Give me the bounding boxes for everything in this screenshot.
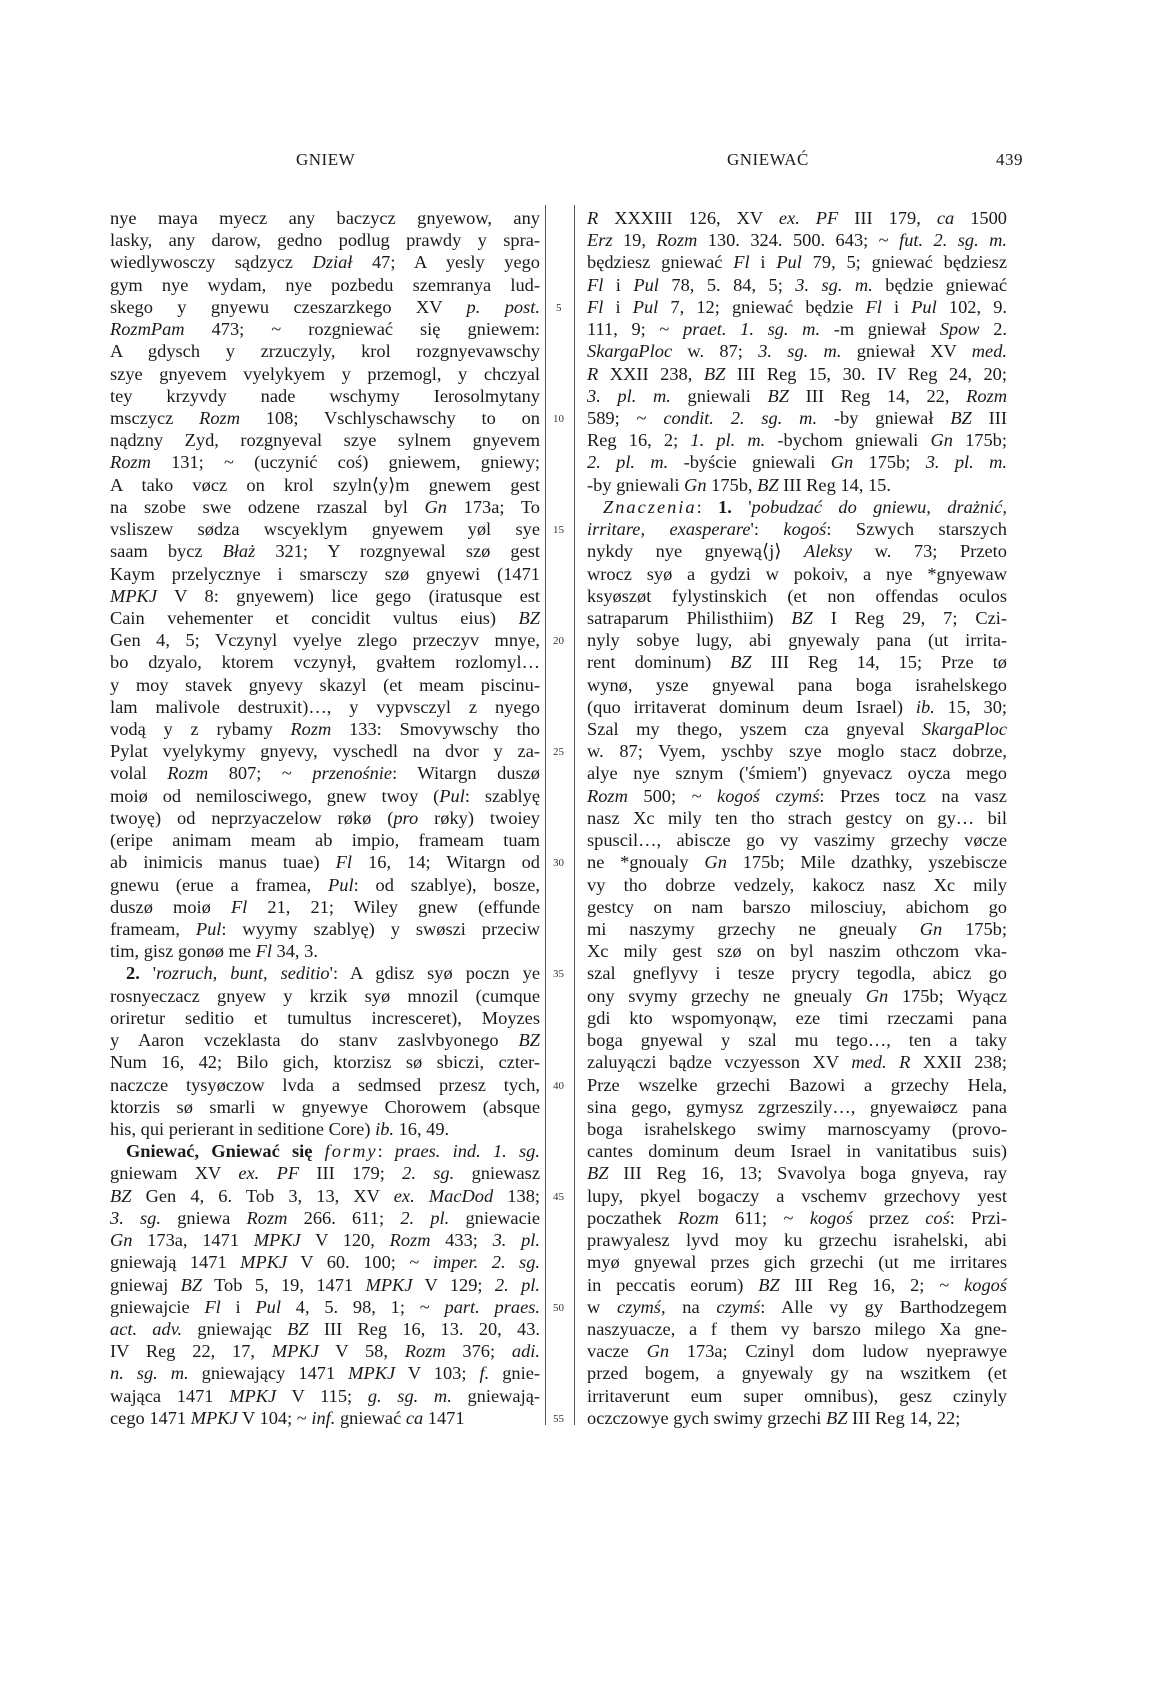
left-column-line: Gniewać, Gniewać się formy: praes. ind. 1. sg. [126, 1141, 540, 1162]
right-column-line: Xc mily gest szø on byl naszim othczom vka- [587, 941, 1007, 962]
right-column-line: zaluyączi bądze vczyesson XV med. R XXII 238; [587, 1052, 1007, 1073]
right-column-line: irritaverunt eum super omnibus), gesz czinyly [587, 1385, 1007, 1406]
left-column-line: RozmPam 473; ~ rozgniewać się gniewem: [110, 319, 540, 340]
right-column-line: lupy, pkyel bogaczy a vschemv grzechovy yest [587, 1185, 1007, 1206]
right-column-line: będziesz gniewać Fl i Pul 79, 5; gniewać będziesz [587, 252, 1007, 273]
right-column-line: nykdy nye gnyewą⟨j⟩ Aleksy w. 73; Przeto [587, 541, 1007, 562]
left-column-line: Kaym przelycznye i smarsczy szø gnyewi (1471 [110, 563, 540, 584]
left-column-line: Cain vehementer et concidit vultus eius) BZ [110, 607, 540, 628]
line-number: 35 [553, 968, 564, 981]
column-rule-right [574, 205, 575, 1425]
left-column-line: Pylat vyelykymy gnyevy, vyschedl na dvor y za- [110, 741, 540, 762]
left-column-line: naczcze tysyøczow lvda a sedmsed przesz tych, [110, 1074, 540, 1095]
line-number: 15 [553, 524, 564, 537]
right-column-line: R XXXIII 126, XV ex. PF III 179, ca 1500 [587, 208, 1007, 228]
left-column-line: moiø od nemilosciwego, gnew twoy (Pul: szablyę [110, 785, 540, 806]
right-column-line: 111, 9; ~ praet. 1. sg. m. -m gniewał Spow 2. [587, 319, 1007, 340]
right-column-line: nasz Xc mily ten tho strach gestcy on gy… bil [587, 807, 1007, 828]
left-column-line: act. adv. gniewając BZ III Reg 16, 13. 20, 43. [110, 1318, 540, 1339]
left-column-line: volal Rozm 807; ~ przenośnie: Witargn duszø [110, 763, 540, 784]
line-number: 30 [553, 857, 564, 870]
right-column-line: 2. pl. m. -byście gniewali Gn 175b; 3. pl. m. [587, 452, 1007, 473]
right-column-line: nyly sobye lugy, abi gnyewaly pana (ut irrita- [587, 630, 1007, 651]
right-column-line: wrocz syø a gydzi w pokoiv, a nye *gnyewaw [587, 563, 1007, 584]
line-number: 40 [553, 1079, 564, 1092]
left-column-line: ktorzis sø smarli w gnyewye Chorowem (absque [110, 1096, 540, 1117]
left-column-line: 3. sg. gniewa Rozm 266. 611; 2. pl. gniewacie [110, 1207, 541, 1228]
left-column-line: Gn 173a, 1471 MPKJ V 120, Rozm 433; 3. pl. [110, 1230, 540, 1251]
right-column-line: Fl i Pul 78, 5. 84, 5; 3. sg. m. będzie gniewać [587, 274, 1007, 295]
left-column-line: duszø moiø Fl 21, 21; Wiley gnew (effunde [110, 896, 540, 917]
left-column-line: 2. 'rozruch, bunt, seditio': A gdisz syø poczn ye [126, 963, 540, 984]
left-column-line: A gdysch y zrzuczyly, krol rozgnyevawschy [110, 341, 540, 362]
running-header-right: GNIEWAĆ [727, 150, 809, 169]
right-column-line: satraparum Philisthiim) BZ I Reg 29, 7; Czi- [587, 607, 1007, 628]
left-column-line: n. sg. m. gniewający 1471 MPKJ V 103; f. gnie- [110, 1363, 540, 1384]
left-column-line: msczycz Rozm 108; Vschlyschawschy to on [110, 407, 541, 428]
left-column-line: gniewaj BZ Tob 5, 19, 1471 MPKJ V 129; 2. pl. [110, 1274, 540, 1295]
right-column-line: ne *gnoualy Gn 175b; Mile dzathky, yszebiscze [587, 852, 1008, 873]
left-column-line: rosnyeczacz gnyew y krzik syø mnozil (cumque [110, 985, 540, 1006]
right-column-line: Erz 19, Rozm 130. 324. 500. 643; ~ fut. 2. sg. m. [587, 230, 1007, 251]
line-number: 25 [553, 746, 564, 759]
right-column-line: spuscil…, abiscze go vy vaszimy grzechy vøcze [587, 830, 1007, 851]
right-column-line: naszyuacze, a f them vy barszo milego Xa gne- [587, 1318, 1007, 1339]
line-number: 55 [553, 1412, 564, 1425]
right-column-line: vacze Gn 173a; Czinyl dom ludow nyeprawye [587, 1341, 1007, 1362]
right-column-line: w czymś, na czymś: Alle vy gy Barthodzegem [587, 1296, 1007, 1317]
right-column-line: vy tho dobrze vedzely, kakocz nasz Xc mily [587, 874, 1007, 895]
right-column-line: przed bogem, a gnyewaly gy na wszitkem (et [587, 1363, 1007, 1384]
left-column-line: nye maya myecz any baczycz gnyewow, any [110, 208, 540, 228]
right-column-line: mi naszymy grzechy ne gneualy Gn 175b; [587, 919, 1007, 939]
page-number: 439 [996, 150, 1023, 169]
left-column-line: oriretur seditio et tumultus incresceret), Moyzes [110, 1007, 540, 1028]
left-column-line: (eripe animam meam ab impio, frameam tuam [110, 830, 540, 851]
left-column-line: y moy stavek gnyevy skazyl (et meam piscinu- [110, 674, 540, 695]
line-number: 20 [553, 635, 564, 648]
line-number: 45 [553, 1190, 564, 1203]
left-column-line: twoyę) od neprzyaczelow røkø (pro røky) twoiey [110, 807, 540, 828]
left-column-line: nądzny Zyd, rozgnyeval szye sylnem gnyevem [110, 430, 540, 451]
left-column-line: lasky, any darow, gedno podlug prawdy y spra- [110, 230, 540, 251]
left-column-line: Rozm 131; ~ (uczynić coś) gniewem, gniewy; [110, 452, 540, 473]
left-column-line: wająca 1471 MPKJ V 115; g. sg. m. gniewają- [110, 1385, 540, 1406]
right-column-line: rent dominum) BZ III Reg 14, 15; Prze tø [587, 652, 1007, 673]
right-column [587, 207, 1007, 1429]
left-column-line: szye gnyevem vyelykyem y przemogl, y chczyal [110, 363, 540, 384]
right-column-line: sina gego, gymysz zgrzeszily…, gnyewaiøcz pana [587, 1096, 1007, 1117]
right-column-line: boga gnyewal y szal mu tego…, ten a taky [587, 1030, 1007, 1051]
right-column-line: Fl i Pul 7, 12; gniewać będzie Fl i Pul 102, 9. [587, 296, 1007, 317]
right-column-line: Reg 16, 2; 1. pl. m. -bychom gniewali Gn 175b; [587, 430, 1007, 451]
left-column-line: skego y gnyewu czeszarzkego XV p. post. [110, 296, 540, 317]
right-column-line: (quo irritaverat dominum deum Israel) ib. 15, 30; [587, 696, 1008, 717]
right-column-line: oczczowye gych swimy grzechi BZ III Reg 14, 22; [587, 1407, 961, 1428]
right-column-line: ony svymy grzechy ne gneualy Gn 175b; Wyącz [587, 985, 1007, 1006]
left-column-line: vsliszew sødza wscyeklym gnyewem yøl sye [110, 519, 540, 540]
right-column-line: 3. pl. m. gniewali BZ III Reg 14, 22, Rozm [587, 385, 1007, 406]
left-column-line: A tako vøcz on krol szyln⟨y⟩m gnewem gest [110, 474, 540, 495]
running-header-left: GNIEW [296, 150, 356, 169]
right-column-line: myø gnyewal przes gich grzechi (ut me irritares [587, 1252, 1007, 1273]
right-column-line: R XXII 238, BZ III Reg 15, 30. IV Reg 24, 20; [587, 363, 1007, 384]
left-column-line: tim, gisz gonøø me Fl 34, 3. [110, 941, 318, 962]
right-column-line: wynø, ysze gnyewal pana boga israhelskego [587, 674, 1007, 695]
left-column-line: lam malivole destruxit)…, y vypvsczyl z nyego [110, 696, 540, 717]
right-column-line: w. 87; Vyem, yschby szye moglo stacz dobrze, [587, 741, 1007, 762]
left-column-line: MPKJ V 8: gnyewem) lice gego (iratusque est [110, 585, 540, 606]
line-number: 10 [553, 412, 564, 425]
right-column-line: Rozm 500; ~ kogoś czymś: Przes tocz na vasz [587, 785, 1007, 806]
right-column-line: Znaczenia: 1. 'pobudzać do gniewu, drażnić, [603, 496, 1007, 517]
left-column-line: Gen 4, 5; Vczynyl vyelye zlego przeczyv mnye, [110, 630, 540, 651]
right-column-line: prawyalesz lyvd moy ku grzechu israhelski, abi [587, 1230, 1007, 1251]
left-column-line: gniewają 1471 MPKJ V 60. 100; ~ imper. 2. sg. [110, 1252, 540, 1273]
right-column-line: alye nye sznym ('śmiem') gnyevacz oycza mego [587, 763, 1007, 784]
right-column-line: Szal my thego, yszem cza gnyeval SkargaPloc [587, 719, 1007, 740]
left-column-line: tey krzyvdy nade wschymy Ierosolmytany [110, 385, 540, 406]
right-column-line: -by gniewali Gn 175b, BZ III Reg 14, 15. [587, 474, 891, 495]
left-column-line: gnewu (erue a framea, Pul: od szablye), bosze, [110, 874, 540, 895]
left-column-line: BZ Gen 4, 6. Tob 3, 13, XV ex. MacDod 138; [110, 1185, 540, 1206]
right-column-line: irritare, exasperare': kogoś: Szwych starszych [587, 519, 1007, 540]
right-column-line: gestcy on nam barszo milosciuy, abichom go [587, 896, 1007, 917]
right-column-line: boga israhelskego swimy marnoscyamy (provo- [587, 1118, 1007, 1139]
line-number: 5 [556, 301, 562, 314]
right-column-line: ksyøszøt fylystinskich (et non offendas oculos [587, 585, 1007, 606]
right-column-line: szal gneflyvy i tesze prycry tegodla, abicz go [587, 963, 1007, 984]
left-column-line: bo dzyalo, ktorem vczynył, gvałtem rozlomyl… [110, 652, 540, 673]
right-column-line: 589; ~ condit. 2. sg. m. -by gniewał BZ III [587, 407, 1007, 428]
right-column-line: SkargaPloc w. 87; 3. sg. m. gniewał XV med. [587, 341, 1007, 362]
left-column-line: vodą y z rybamy Rozm 133: Smovywschy tho [110, 719, 540, 740]
right-column-line: cantes dominum deum Israel in vanitatibus suis) [587, 1141, 1007, 1162]
left-column-line: na szobe swe odzene rzaszal byl Gn 173a; To [110, 496, 540, 517]
right-column-line: BZ III Reg 16, 13; Svavolya boga gnyeva, ray [587, 1163, 1007, 1184]
left-column-line: frameam, Pul: wyymy szablyę) y swøszi przeciw [110, 919, 540, 939]
left-column-line: y Aaron vczeklasta do stanv zaslvbyonego BZ [110, 1030, 540, 1051]
left-column-line: Num 16, 42; Bilo gich, ktorzisz sø sbiczi, czter- [110, 1052, 540, 1073]
left-column-line: wiedlywosczy sądzycz Dział 47; A yesly yego [110, 252, 540, 273]
right-column-line: gdi kto wspomyonąw, eze timi rzeczami pana [587, 1007, 1007, 1028]
left-column-line: ab inimicis manus tuae) Fl 16, 14; Witargn od [110, 852, 540, 873]
left-column-line: IV Reg 22, 17, MPKJ V 58, Rozm 376; adi. [110, 1341, 540, 1362]
left-column-line: gniewajcie Fl i Pul 4, 5. 98, 1; ~ part. praes. [110, 1296, 540, 1317]
left-column [110, 207, 540, 1429]
line-number: 50 [553, 1301, 564, 1314]
right-column-line: poczathek Rozm 611; ~ kogoś przez coś: Przi- [587, 1207, 1007, 1228]
left-column-line: his, qui perierant in seditione Core) ib. 16, 49. [110, 1118, 450, 1139]
right-column-line: Prze wszelke grzechi Bazowi a grzechy Hela, [587, 1074, 1007, 1095]
left-column-line: gym nye wydam, nye pozbedu szemranya lud- [110, 274, 540, 295]
left-column-line: cego 1471 MPKJ V 104; ~ inf. gniewać ca 1471 [110, 1407, 465, 1428]
right-column-line: in peccatis eorum) BZ III Reg 16, 2; ~ kogoś [587, 1274, 1007, 1295]
left-column-line: gniewam XV ex. PF III 179; 2. sg. gniewasz [110, 1163, 540, 1184]
left-column-line: saam bycz Błaż 321; Y rozgnyewal szø gest [110, 541, 540, 562]
column-rule-left [545, 205, 546, 1425]
